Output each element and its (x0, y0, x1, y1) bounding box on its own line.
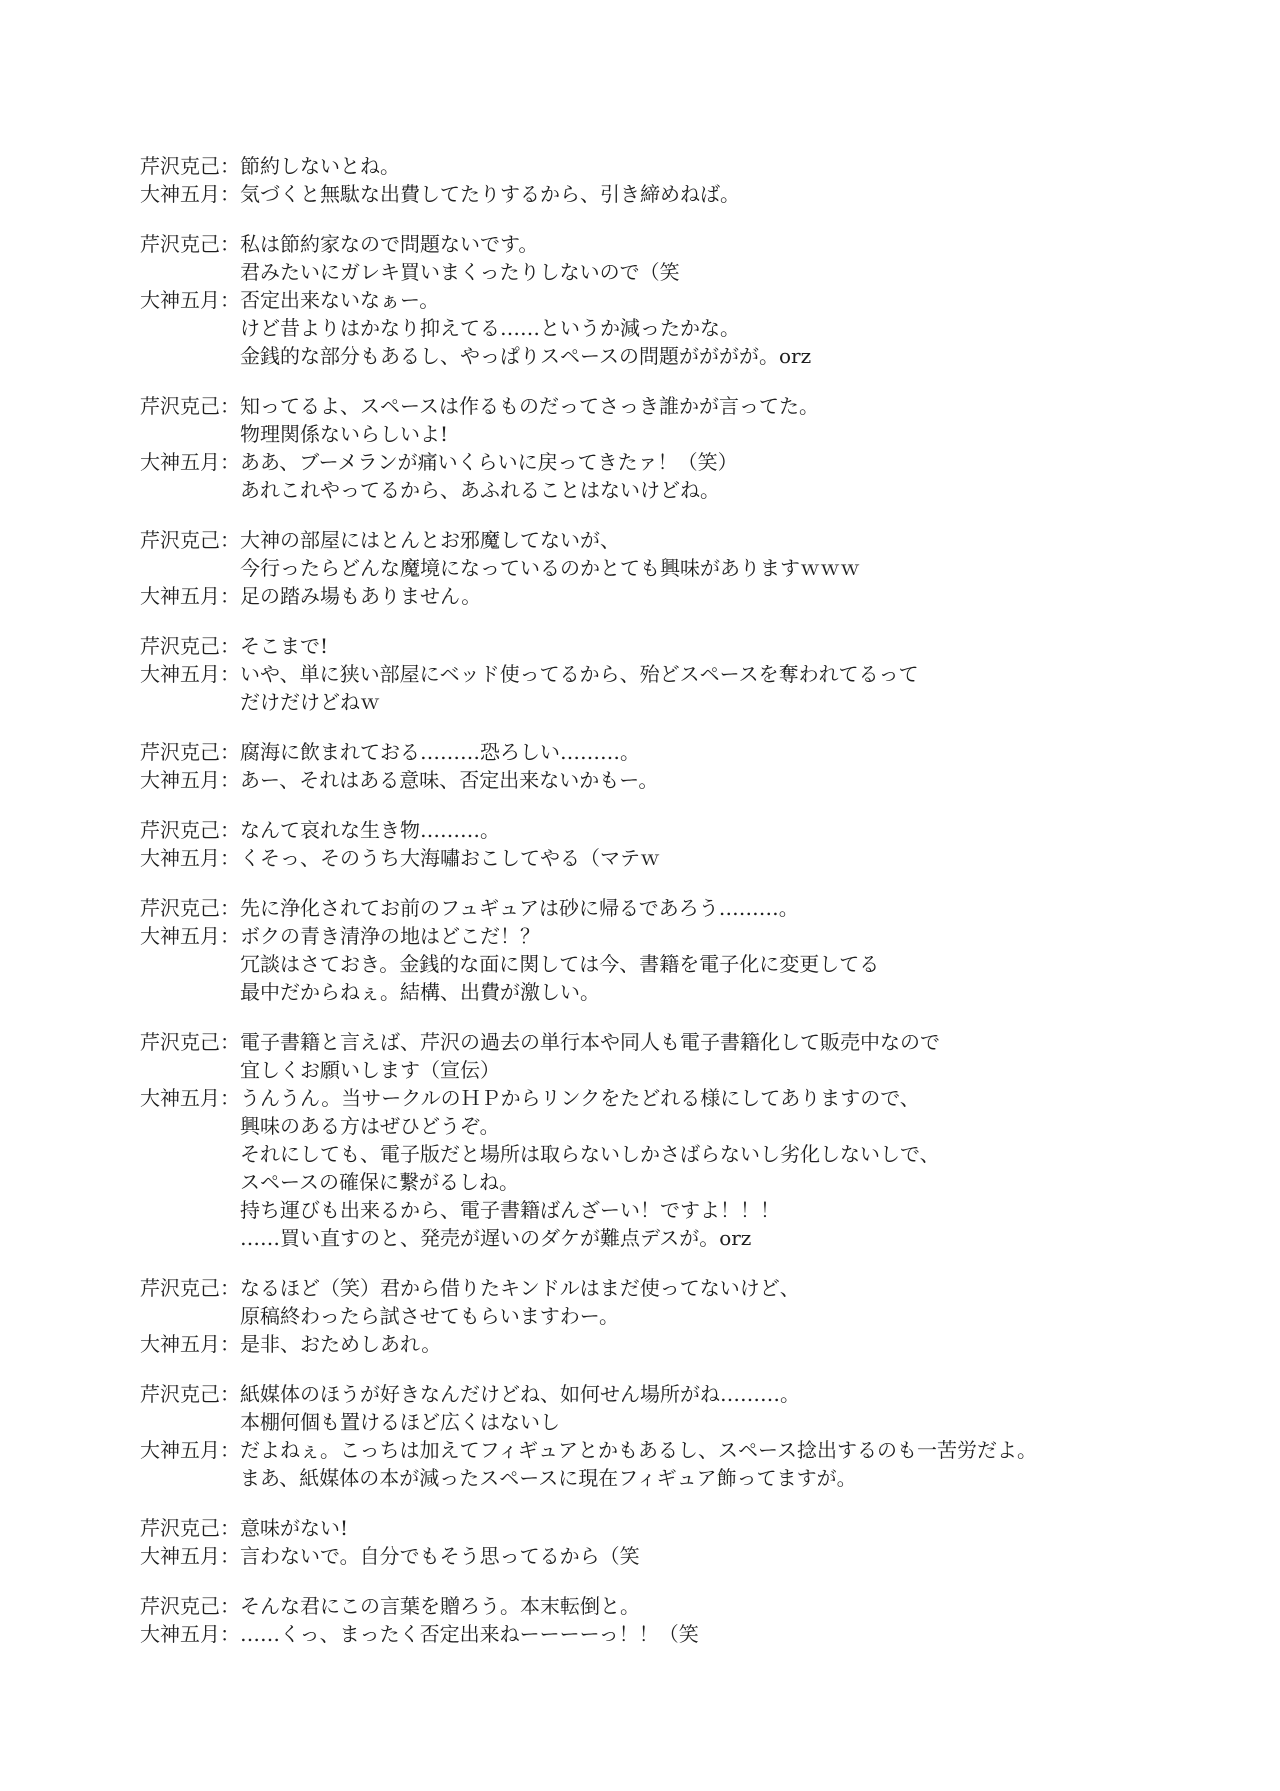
dialogue-text: 先に浄化されてお前のフュギュアは砂に帰るであろう………。 (240, 896, 799, 920)
dialogue-line (140, 1542, 1220, 1570)
dialogue-line (140, 152, 1220, 180)
dialogue-line (140, 1408, 1220, 1436)
dialogue-line (140, 1592, 1220, 1620)
dialogue-line (140, 922, 1220, 950)
dialogue-text: ……買い直すのと、発売が遅いのダケが難点デスが。orz (240, 1226, 752, 1250)
dialogue-line (140, 1168, 1220, 1196)
dialogue-line (140, 582, 1220, 610)
dialogue-line (140, 844, 1220, 872)
dialogue-text: いや、単に狭い部屋にベッド使ってるから、殆どスペースを奪われてるって (240, 662, 919, 686)
dialogue-text: 紙媒体のほうが好きなんだけどね、如何せん場所がね………。 (240, 1382, 800, 1406)
dialogue-line (140, 1274, 1220, 1302)
dialogue-text: 金銭的な部分もあるし、やっぱりスペースの問題がががが。orz (240, 344, 812, 368)
dialogue-text: だよねぇ。こっちは加えてフィギュアとかもあるし、スペース捻出するのも一苦労だよ。 (240, 1438, 1037, 1462)
dialogue-line (140, 1620, 1220, 1648)
dialogue-text: ああ、ブーメランが痛いくらいに戻ってきたァ！（笑） (240, 450, 738, 474)
dialogue-line (140, 894, 1220, 922)
dialogue-line (140, 258, 1220, 286)
dialogue-block (140, 1028, 1220, 1252)
dialogue-text: 足の踏み場もありません。 (240, 584, 482, 608)
dialogue-line (140, 342, 1220, 370)
dialogue-text: 君みたいにガレキ買いまくったりしないので（笑 (240, 260, 680, 284)
dialogue-text: 原稿終わったら試させてもらいますわー。 (240, 1304, 619, 1328)
speaker-label: 大神五月： (140, 846, 240, 870)
speaker-label: 大神五月： (140, 1544, 240, 1568)
speaker-label: 芹沢克己： (140, 1030, 240, 1054)
speaker-label: 大神五月： (140, 182, 240, 206)
dialogue-text: 私は節約家なので問題ないです。 (240, 232, 539, 256)
dialogue-text: 大神の部屋にはとんとお邪魔してないが、 (240, 528, 620, 552)
speaker-label: 芹沢克己： (140, 1382, 240, 1406)
dialogue-text: あれこれやってるから、あふれることはないけどね。 (240, 478, 720, 502)
dialogue-text: 知ってるよ、スペースは作るものだってさっき誰かが言ってた。 (240, 394, 819, 418)
speaker-label: 芹沢克己： (140, 528, 240, 552)
dialogue-text: 宜しくお願いします（宣伝） (240, 1058, 500, 1082)
dialogue-line (140, 180, 1220, 208)
dialogue-text: 電子書籍と言えば、芹沢の過去の単行本や同人も電子書籍化して販売中なので (240, 1030, 940, 1054)
dialogue-line (140, 420, 1220, 448)
dialogue-text: ……くっ、まったく否定出来ねーーーーっ！！（笑 (240, 1622, 699, 1646)
speaker-label: 大神五月： (140, 1438, 240, 1462)
dialogue-block (140, 1592, 1220, 1648)
dialogue-text: 節約しないとね。 (240, 154, 400, 178)
speaker-label: 大神五月： (140, 584, 240, 608)
dialogue-line (140, 1330, 1220, 1358)
dialogue-text: うんうん。当サークルのＨＰからリンクをたどれる様にしてありますので、 (240, 1086, 920, 1110)
speaker-label: 芹沢克己： (140, 1516, 240, 1540)
dialogue-line (140, 448, 1220, 476)
speaker-label: 大神五月： (140, 1332, 240, 1356)
dialogue-line (140, 314, 1220, 342)
speaker-label: 大神五月： (140, 1086, 240, 1110)
dialogue-block (140, 632, 1220, 716)
dialogue-line (140, 286, 1220, 314)
dialogue-line (140, 1224, 1220, 1252)
dialogue-line (140, 1302, 1220, 1330)
speaker-label: 芹沢克己： (140, 154, 240, 178)
dialogue-line (140, 1464, 1220, 1492)
dialogue-text: 最中だからねぇ。結構、出費が激しい。 (240, 980, 600, 1004)
dialogue-block (140, 816, 1220, 872)
dialogue-block (140, 894, 1220, 1006)
dialogue-text: 冗談はさておき。金銭的な面に関しては今、書籍を電子化に変更してる (240, 952, 880, 976)
speaker-label: 大神五月： (140, 450, 240, 474)
dialogue-line (140, 526, 1220, 554)
dialogue-text: 言わないで。自分でもそう思ってるから（笑 (240, 1544, 640, 1568)
dialogue-text: 意味がない! (240, 1516, 349, 1540)
dialogue-block (140, 230, 1220, 370)
speaker-label: 芹沢克己： (140, 232, 240, 256)
speaker-label: 大神五月： (140, 768, 240, 792)
dialogue-text: 興味のある方はぜひどうぞ。 (240, 1114, 500, 1138)
dialogue-block (140, 526, 1220, 610)
dialogue-text: それにしても、電子版だと場所は取らないしかさばらないし劣化しないしで、 (240, 1142, 940, 1166)
dialogue-line (140, 392, 1220, 420)
dialogue-block (140, 392, 1220, 504)
dialogue-line (140, 1380, 1220, 1408)
dialogue-block (140, 738, 1220, 794)
speaker-label: 大神五月： (140, 662, 240, 686)
dialogue-text: 本棚何個も置けるほど広くはないし (240, 1410, 560, 1434)
dialogue-text: そんな君にこの言葉を贈ろう。本末転倒と。 (240, 1594, 640, 1618)
dialogue-text: まあ、紙媒体の本が減ったスペースに現在フィギュア飾ってますが。 (240, 1466, 857, 1490)
speaker-label: 大神五月： (140, 288, 240, 312)
dialogue-line (140, 476, 1220, 504)
dialogue-text: なるほど（笑）君から借りたキンドルはまだ使ってないけど、 (240, 1276, 800, 1300)
dialogue-line (140, 230, 1220, 258)
dialogue-block (140, 152, 1220, 208)
dialogue-line (140, 1196, 1220, 1224)
dialogue-text: 今行ったらどんな魔境になっているのかとても興味がありますｗｗｗ (240, 556, 860, 580)
speaker-label: 芹沢克己： (140, 818, 240, 842)
dialogue-line (140, 1084, 1220, 1112)
dialogue-text: そこまで! (240, 634, 329, 658)
dialogue-text: だけだけどねｗ (240, 690, 380, 714)
dialogue-line (140, 1112, 1220, 1140)
speaker-label: 大神五月： (140, 1622, 240, 1646)
speaker-label: 芹沢克己： (140, 634, 240, 658)
dialogue-line (140, 816, 1220, 844)
dialogue-text: 気づくと無駄な出費してたりするから、引き締めねば。 (240, 182, 740, 206)
dialogue-line (140, 554, 1220, 582)
dialogue-text: スペースの確保に繋がるしね。 (240, 1170, 519, 1194)
dialogue-line (140, 738, 1220, 766)
dialogue-text: 否定出来ないなぁー。 (240, 288, 440, 312)
dialogue-text: なんて哀れな生き物………。 (240, 818, 500, 842)
dialogue-line (140, 1028, 1220, 1056)
speaker-label: 大神五月： (140, 924, 240, 948)
dialogue-transcript (140, 152, 1220, 1648)
dialogue-line (140, 660, 1220, 688)
dialogue-line (140, 978, 1220, 1006)
dialogue-line (140, 1056, 1220, 1084)
dialogue-block (140, 1514, 1220, 1570)
dialogue-line (140, 766, 1220, 794)
speaker-label: 芹沢克己： (140, 740, 240, 764)
dialogue-text: あー、それはある意味、否定出来ないかもー。 (240, 768, 659, 792)
speaker-label: 芹沢克己： (140, 896, 240, 920)
dialogue-text: 持ち運びも出来るから、電子書籍ばんざーい！ですよ！！！ (240, 1198, 780, 1222)
dialogue-line (140, 632, 1220, 660)
dialogue-line (140, 950, 1220, 978)
dialogue-text: 是非、おためしあれ。 (240, 1332, 442, 1356)
dialogue-line (140, 688, 1220, 716)
speaker-label: 芹沢克己： (140, 1276, 240, 1300)
dialogue-block (140, 1380, 1220, 1492)
dialogue-text: 物理関係ないらしいよ! (240, 422, 449, 446)
dialogue-text: 腐海に飲まれておる………恐ろしい………。 (240, 740, 640, 764)
dialogue-line (140, 1140, 1220, 1168)
speaker-label: 芹沢克己： (140, 1594, 240, 1618)
dialogue-block (140, 1274, 1220, 1358)
speaker-label: 芹沢克己： (140, 394, 240, 418)
dialogue-line (140, 1436, 1220, 1464)
dialogue-text: ボクの青き清浄の地はどこだ！？ (240, 924, 540, 948)
dialogue-text: くそっ、そのうち大海嘯おこしてやる（マテｗ (240, 846, 660, 870)
dialogue-line (140, 1514, 1220, 1542)
dialogue-text: けど昔よりはかなり抑えてる……というか減ったかな。 (240, 316, 740, 340)
